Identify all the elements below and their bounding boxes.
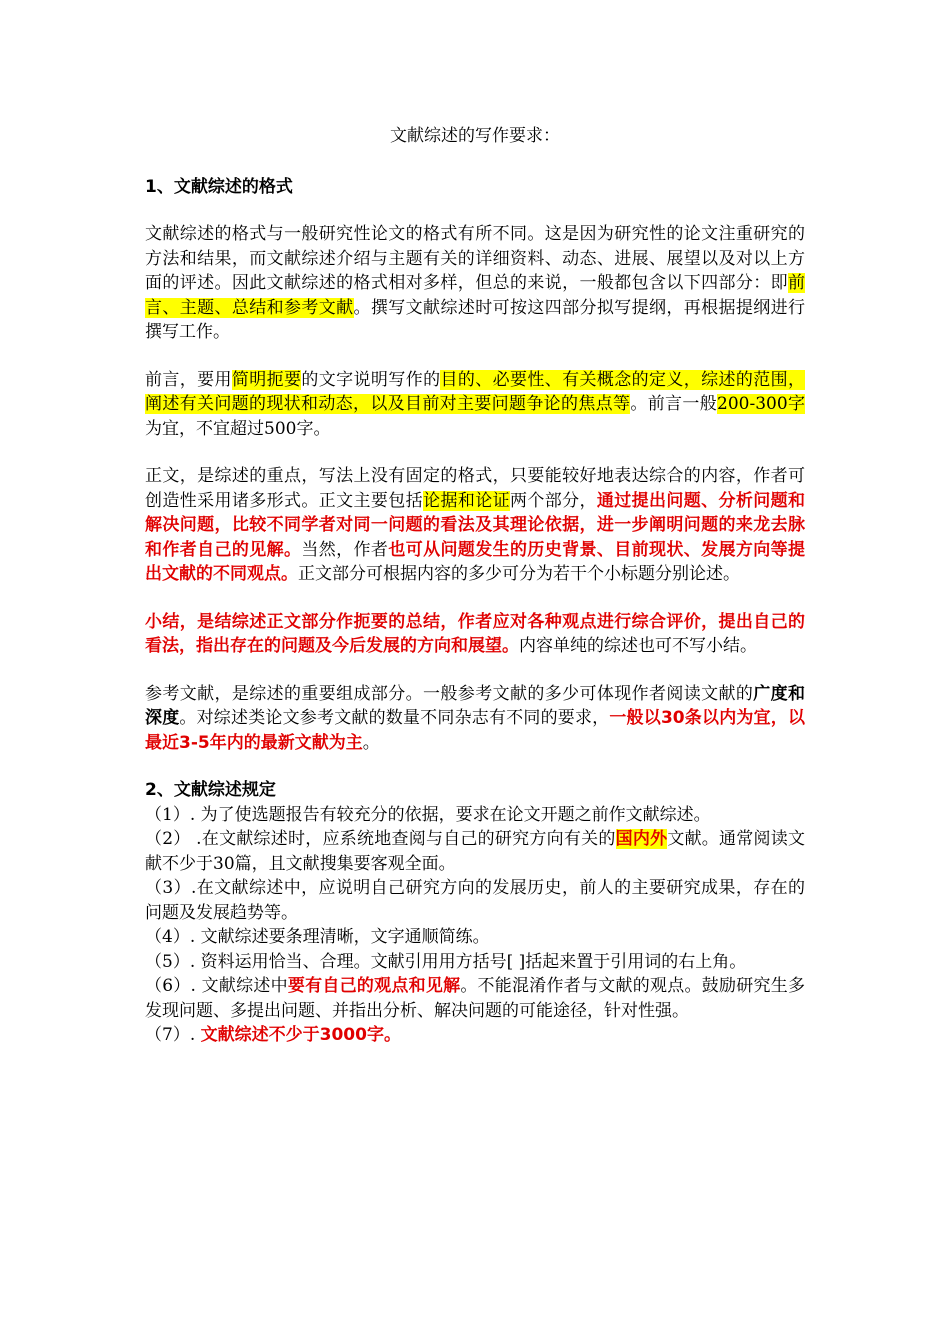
highlight-domestic-foreign: 国内外 xyxy=(615,829,668,849)
section-2-heading: 2、文献综述规定 xyxy=(145,780,276,800)
highlight-concise: 简明扼要 xyxy=(231,369,302,390)
highlight-purpose: 目的、必要性、有关概念的定义，综述的范围，阐述有关问题的现状和动态，以及目前对主要问题争论的焦点等 xyxy=(145,369,806,414)
rule-item-2: （2） .在文献综述时，应系统地查阅与自己的研究方向有关的国内外文献。通常阅读文献不少于30篇，且文献搜集要客观全面。 xyxy=(145,829,806,874)
red-emphasis-summary: 小结，是结综述正文部分作扼要的总结，作者应对各种观点进行综合评价，提出自己的看法，指出存在的问题及今后发展的方向和展望。 xyxy=(145,611,805,656)
rule-item-4: （4）. 文献综述要条理清晰，文字通顺简练。 xyxy=(145,927,490,947)
red-emphasis-min-words: 文献综述不少于3000字。 xyxy=(200,1025,401,1045)
red-emphasis-own-view: 要有自己的观点和见解 xyxy=(287,976,461,996)
highlight-four-parts: 前言、主题、总结和参考文献 xyxy=(145,273,805,318)
references-paragraph: 参考文献，是综述的重要组成部分。一般参考文献的多少可体现作者阅读文献的广度和深度。对综述类论文参考文献的数量不同杂志有不同的要求，一般以30条以内为宜，以最近3-5年内的最新文献为主。 xyxy=(145,683,806,753)
rule-item-7: （7）. 文献综述不少于3000字。 xyxy=(145,1025,401,1045)
summary-paragraph: 小结，是结综述正文部分作扼要的总结，作者应对各种观点进行综合评价，提出自己的看法，指出存在的问题及今后发展的方向和展望。内容单纯的综述也可不写小结。 xyxy=(145,611,805,656)
format-paragraph: 文献综述的格式与一般研究性论文的格式有所不同。这是因为研究性的论文注重研究的方法和结果，而文献综述介绍与主题有关的详细资料、动态、进展、展望以及对以上方面的评述。因此文献综述的格式相对多样，但总的来说，一般都包含以下四部分：即前言、主题、总结和参考文献。撰写文献综述时可按这四部分拟写提纲，再根据提纲进行撰写工作。 xyxy=(145,224,806,342)
red-emphasis-reference-count: 一般以30条以内为宜，以最近3-5年内的最新文献为主 xyxy=(145,708,805,753)
rule-item-1: （1）. 为了使选题报告有较充分的依据，要求在论文开题之前作文献综述。 xyxy=(145,804,711,825)
red-emphasis-problem: 通过提出问题、分析问题和解决问题，比较不同学者对同一问题的看法及其理论依据，进一步阐明问题的来龙去脉和作者自己的见解。 xyxy=(145,490,806,560)
preface-paragraph: 前言，要用简明扼要的文字说明写作的目的、必要性、有关概念的定义，综述的范围，阐述有关问题的现状和动态，以及目前对主要问题争论的焦点等。前言一般200-300字为宜，不宜超过500字。 xyxy=(145,369,806,439)
red-emphasis-history: 也可从问题发生的历史背景、目前现状、发展方向等提出文献的不同观点。 xyxy=(145,539,806,584)
rule-item-3: （3）.在文献综述中，应说明自己研究方向的发展历史，前人的主要研究成果，存在的问题及发展趋势等。 xyxy=(145,878,805,923)
bold-breadth-depth: 广度和深度 xyxy=(145,683,806,728)
document-body xyxy=(145,124,805,1048)
highlight-word-count: 200-300字 xyxy=(717,394,806,414)
body-paragraph: 正文，是综述的重点，写法上没有固定的格式，只要能较好地表达综合的内容，作者可创造性采用诸多形式。正文主要包括论据和论证两个部分，通过提出问题、分析问题和解决问题，比较不同学者对同一问题的看法及其理论依据，进一步阐明问题的来龙去脉和作者自己的见解。当然，作者也可从问题发生的历史背景、目前现状、发展方向等提出文献的不同观点。正文部分可根据内容的多少可分为若干个小标题分别论述。 xyxy=(145,466,806,584)
section-1-heading: 1、文献综述的格式 xyxy=(145,176,293,197)
highlight-argument: 论据和论证 xyxy=(423,490,510,511)
rule-item-5: （5）. 资料运用恰当、合理。文献引用用方括号[ ]括起来置于引用词的右上角。 xyxy=(145,951,747,972)
rule-item-6: （6）. 文献综述中要有自己的观点和见解。不能混淆作者与文献的观点。鼓励研究生多发现问题、多提出问题、并指出分析、解决问题的可能途径，针对性强。 xyxy=(145,976,805,1021)
document-title: 文献综述的写作要求： xyxy=(390,126,560,146)
